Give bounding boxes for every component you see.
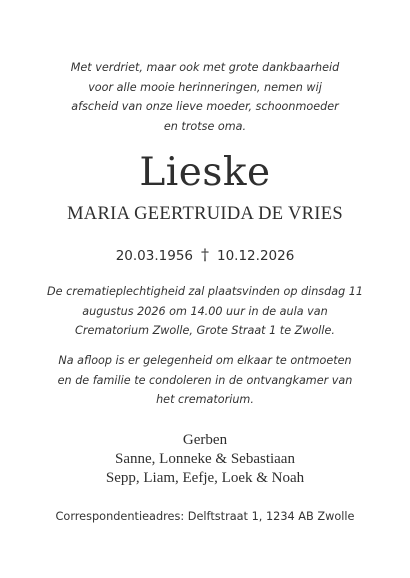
condolence-text xyxy=(30,351,380,410)
ceremony-line: Crematorium Zwolle, Grote Straat 1 te Zwolle. xyxy=(75,324,335,337)
intro-line: Met verdriet, maar ook met grote dankbaarheid xyxy=(70,61,340,74)
condolence-line: en de familie te condoleren in de ontvangkamer van xyxy=(57,373,353,387)
life-dates xyxy=(0,244,410,267)
cross-icon: † xyxy=(201,245,209,264)
intro-line: afscheid van onze lieve moeder, schoonmoeder xyxy=(71,100,339,113)
deceased-first-name: Lieske xyxy=(139,150,271,195)
deceased-full-name: MARIA GEERTRUIDA DE VRIES xyxy=(67,204,343,224)
family-line: Gerben xyxy=(182,432,228,448)
ceremony-line: De crematieplechtigheid zal plaatsvinden op dinsdag 11 xyxy=(47,285,363,298)
ceremony-text xyxy=(30,282,380,341)
ceremony-line: augustus 2026 om 14.00 uur in de aula van xyxy=(82,304,328,318)
intro-line: voor alle mooie herinneringen, nemen wij xyxy=(88,80,322,94)
family-line: Sanne, Lonneke & Sebastiaan xyxy=(115,451,295,467)
birth-date: 20.03.1956 xyxy=(115,248,193,264)
family-line: Sepp, Liam, Eefje, Loek & Noah xyxy=(105,470,305,486)
condolence-line: het crematorium. xyxy=(156,393,254,406)
condolence-line: Na afloop is er gelegenheid om elkaar te ontmoeten xyxy=(58,354,352,367)
correspondence-address: Correspondentieadres: Delftstraat 1, 1234 AB Zwolle xyxy=(55,510,355,523)
family-names xyxy=(30,431,380,488)
death-date: 10.12.2026 xyxy=(217,248,295,264)
intro-text xyxy=(40,58,370,136)
intro-line: en trotse oma. xyxy=(163,119,247,133)
